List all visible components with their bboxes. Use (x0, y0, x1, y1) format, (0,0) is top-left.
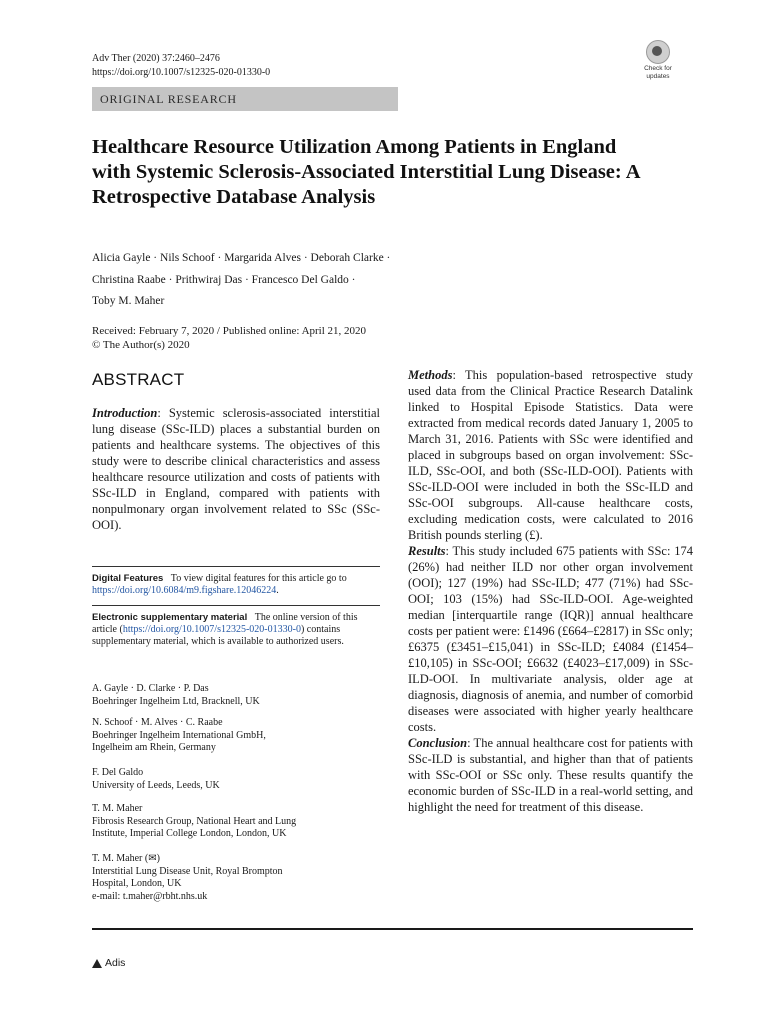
received-published: Received: February 7, 2020 / Published online: April 21, 2020 (92, 325, 367, 337)
divider (92, 566, 380, 567)
affiliation-authors: A. Gayle · D. Clarke · P. Das (92, 683, 209, 694)
corresponding-institution: Hospital, London, UK (92, 878, 182, 889)
affiliation-block (92, 803, 380, 841)
check-for-updates-badge[interactable] (640, 40, 676, 80)
digital-features-text: To view digital features for this article go to (170, 573, 347, 584)
author-line: Christina Raabe · Prithwiraj Das · Francesco Del Galdo · (92, 273, 356, 286)
affiliation-institution: Boehringer Ingelheim International GmbH, (92, 729, 266, 741)
methods-text: : This population-based retrospective study used data from the Clinical Practice Research Datalink linked to Hospital Episode Statistics. Data were extracted from medical records dated January 1, 2005 to March 31, 2016. Patients with SSc were identified and placed in subgroups based on organ involvement: SSc-ILD, SSc-OOI, and both (SSc-ILD-OOI). Patients with SSc-ILD-OOI were included in both the SSc-ILD and SSc-OOI subgroups. All-cause healthcare costs, excluding medication costs, were calculated to 2016 British pounds sterling (£). (408, 368, 693, 542)
envelope-icon[interactable]: ✉ (148, 853, 157, 864)
corresponding-name-end: ) (156, 853, 160, 864)
corresponding-author (92, 853, 380, 903)
abstract-right-column (408, 367, 693, 815)
affiliation-institution: Boehringer Ingelheim Ltd, Bracknell, UK (92, 695, 260, 707)
abstract-introduction (92, 405, 380, 533)
author-line: Toby M. Maher (92, 295, 165, 307)
section-label: ORIGINAL RESEARCH (92, 87, 398, 111)
publication-dates (92, 325, 366, 352)
badge-line2: updates (646, 73, 670, 80)
affiliation-block (92, 767, 380, 792)
adis-logo-icon (92, 959, 102, 968)
supplementary-link[interactable]: https://doi.org/10.1007/s12325-020-01330-0 (122, 624, 301, 635)
footer (92, 957, 125, 969)
affiliation-block (92, 683, 380, 708)
corresponding-institution: Interstitial Lung Disease Unit, Royal Brompton (92, 865, 283, 877)
abstract-heading: ABSTRACT (92, 370, 185, 389)
methods-label: Methods (408, 368, 453, 382)
figshare-link[interactable]: https://doi.org/10.6084/m9.figshare.12046224 (92, 585, 277, 596)
journal-citation: Adv Ther (2020) 37:2460–2476 (92, 53, 220, 64)
corresponding-name: T. M. Maher ( (92, 853, 149, 864)
supplementary-end: ) contains supplementary material, which is available to authorized users. (92, 624, 344, 647)
introduction-text: : Systemic sclerosis-associated interstitial lung disease (SSc-ILD) places a substantial burden on patients and healthcare systems. The objectives of this study were to describe clinical characteristics and assess healthcare resource utilization and costs of patients with SSc-ILD in England, compared with patients with nonpulmonary organ involvement related to SSc (SSc-OOI). (92, 406, 380, 532)
affiliation-institution: Fibrosis Research Group, National Heart and Lung (92, 815, 297, 827)
footer-rule (92, 928, 693, 930)
divider (92, 605, 380, 606)
crossmark-icon (646, 40, 670, 64)
supplementary-note (92, 612, 380, 648)
author-list (92, 248, 452, 313)
abstract-conclusion (408, 735, 693, 815)
affiliation-authors: T. M. Maher (92, 803, 143, 814)
copyright: © The Author(s) 2020 (92, 338, 190, 351)
supplementary-text: The online version of this article ( (92, 612, 358, 635)
abstract-results (408, 543, 693, 735)
digital-features-note (92, 573, 380, 597)
author-line: Alicia Gayle · Nils Schoof · Margarida Alves · Deborah Clarke · (92, 252, 391, 264)
conclusion-label: Conclusion (408, 736, 468, 750)
digital-features-label: Digital Features (92, 573, 164, 584)
results-text: : This study included 675 patients with SSc: 174 (26%) had neither ILD nor other organ involvement (OOI); 127 (19%) had SSc-ILD; 477 (71%) had SSc-OOI; 103 (15%) had SSc-ILD-OOI. Age-weighted median [interquartile range (IQR)] annual healthcare costs per patient were: £1496 (£664–£2817) in SSc only; £6375 (£3451–£15,041) in SSc-ILD; £4084 (£1454–£10,105) in SSc-OOI; £6632 (£4023–£17,009) in SSc-ILD-OOI. In multivariate analysis, older age at diagnosis, diagnosis of anemia, and number of comorbid diseases were associated with higher yearly healthcare costs. (408, 544, 693, 734)
corresponding-email[interactable]: e-mail: t.maher@rbht.nhs.uk (92, 890, 208, 902)
conclusion-text: : The annual healthcare cost for patients with SSc-ILD is substantial, and higher than that of patients with SSc-OOI or SSc only. These results quantify the economic burden of SSc-ILD in a real-world setting, and highlight the need for treatment of this disease. (408, 736, 693, 814)
results-label: Results (408, 544, 446, 558)
digital-features-end: . (276, 585, 279, 596)
affiliation-institution: Ingelheim am Rhein, Germany (92, 742, 216, 753)
affiliation-authors: F. Del Galdo (92, 767, 144, 778)
affiliation-institution: University of Leeds, Leeds, UK (92, 779, 220, 791)
abstract-methods (408, 367, 693, 543)
affiliation-institution: Institute, Imperial College London, London, UK (92, 828, 287, 839)
badge-line1: Check for (644, 65, 672, 72)
affiliation-authors: N. Schoof · M. Alves · C. Raabe (92, 717, 223, 728)
affiliation-block (92, 717, 380, 755)
journal-header (92, 52, 270, 79)
article-title: Healthcare Resource Utilization Among Patients in England with Systemic Sclerosis-Associated Interstitial Lung Disease: A Retrospective Database Analysis (92, 136, 640, 208)
supplementary-label: Electronic supplementary material (92, 612, 248, 623)
publisher-name: Adis (105, 957, 126, 969)
article-doi[interactable]: https://doi.org/10.1007/s12325-020-01330-0 (92, 66, 271, 78)
introduction-label: Introduction (92, 406, 158, 420)
